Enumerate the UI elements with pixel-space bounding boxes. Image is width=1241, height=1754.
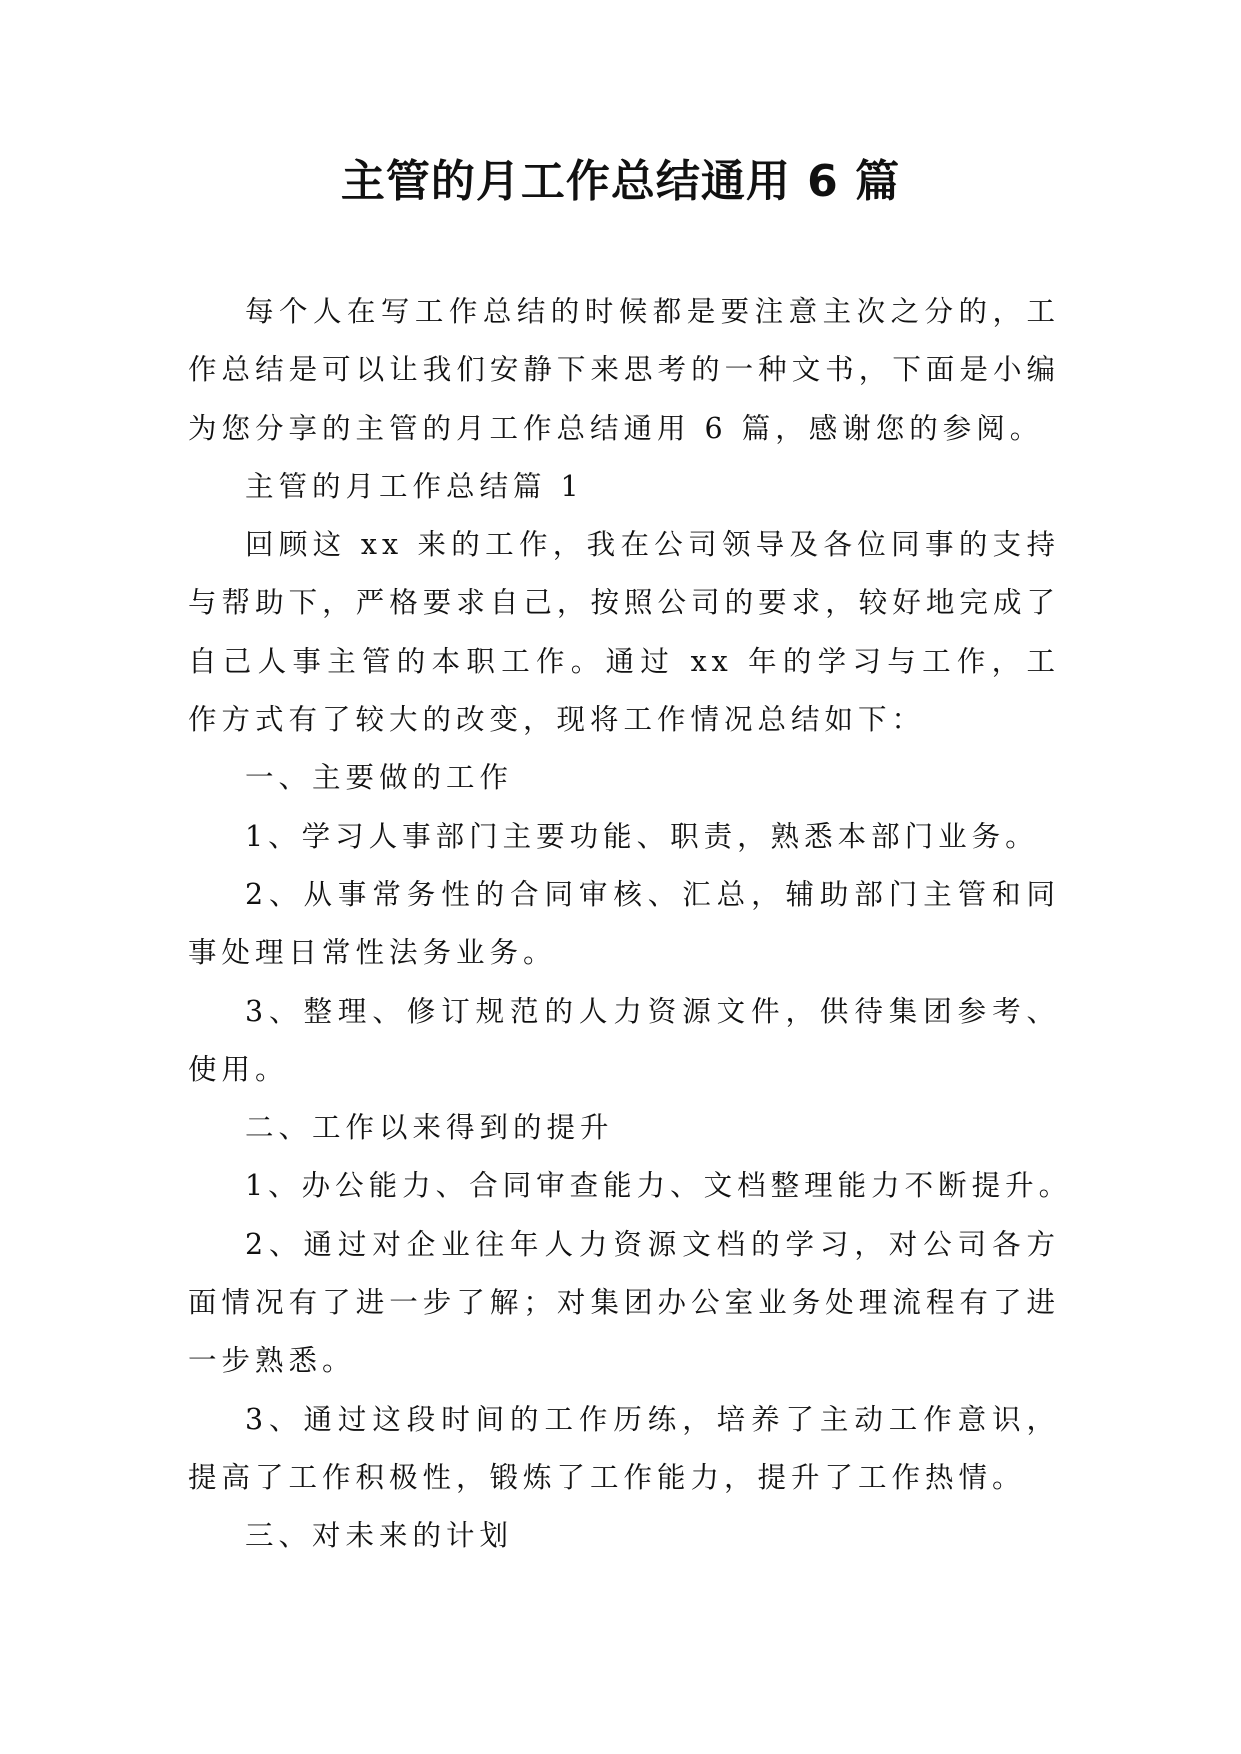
subsection-heading: 三、对未来的计划 <box>245 1519 514 1553</box>
list-item: 2、通过对企业往年人力资源文档的学习，对公司各方面情况有了进一步了解；对集团办公室业务处理流程有了进一步熟悉。 <box>188 1227 1060 1378</box>
section-heading: 主管的月工作总结篇 1 <box>245 469 584 503</box>
list-item: 3、通过这段时间的工作历练，培养了主动工作意识，提高了工作积极性，锻炼了工作能力，提升了工作热情。 <box>188 1402 1060 1494</box>
document-title: 主管的月工作总结通用 6 篇 <box>340 156 901 207</box>
document-body <box>188 283 1073 1566</box>
list-item: 1、学习人事部门主要功能、职责，熟悉本部门业务。 <box>245 819 1039 853</box>
intro-paragraph: 每个人在写工作总结的时候都是要注意主次之分的，工作总结是可以让我们安静下来思考的一种文书，下面是小编为您分享的主管的月工作总结通用 6 篇，感谢您的参阅。 <box>188 295 1060 445</box>
subsection-heading: 一、主要做的工作 <box>245 761 514 795</box>
list-item: 2、从事常务性的合同审核、汇总，辅助部门主管和同事处理日常性法务业务。 <box>188 877 1060 970</box>
body-paragraph: 回顾这 xx 来的工作，我在公司领导及各位同事的支持与帮助下，严格要求自己，按照公司的要求，较好地完成了自己人事主管的本职工作。通过 xx 年的学习与工作，工作方式有了较大的改变，现将工作情况总结如下： <box>188 528 1060 737</box>
subsection-heading: 二、工作以来得到的提升 <box>245 1111 614 1145</box>
list-item: 1、办公能力、合同审查能力、文档整理能力不断提升。 <box>245 1169 1073 1203</box>
list-item: 3、整理、修订规范的人力资源文件，供待集团参考、使用。 <box>188 994 1060 1086</box>
